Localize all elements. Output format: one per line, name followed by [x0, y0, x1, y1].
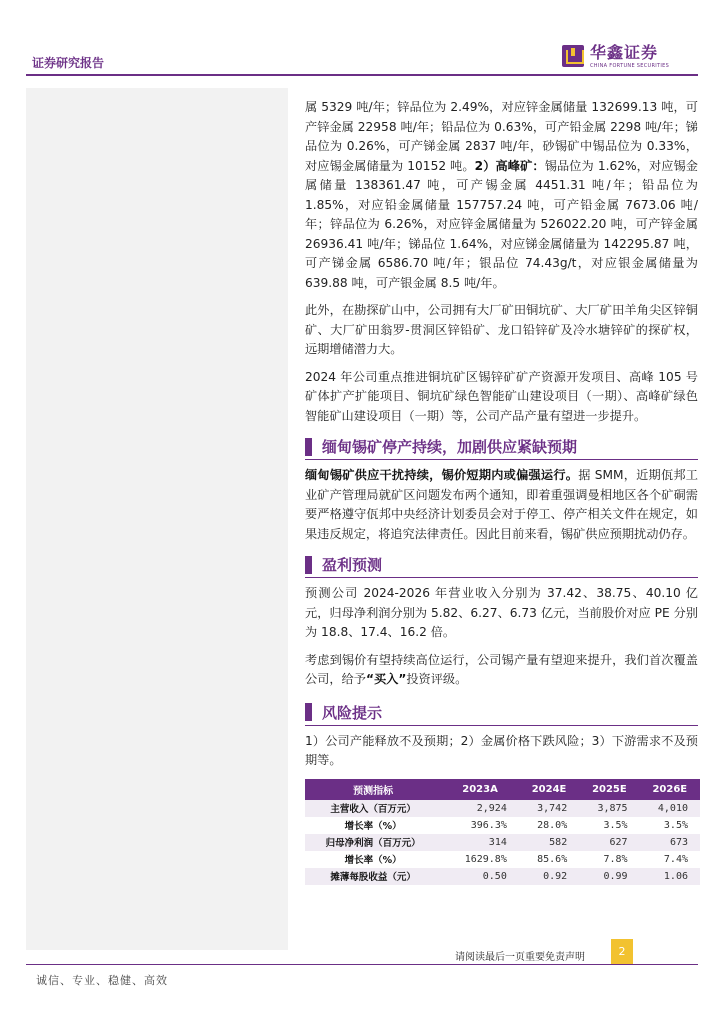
table-cell: 1629.8%: [441, 851, 519, 868]
table-header-row: [305, 779, 700, 800]
table-cell: 0.50: [441, 868, 519, 885]
section-title-supply: 缅甸锡矿停产持续，加剧供应紧缺预期: [322, 438, 578, 456]
table-cell: 7.4%: [640, 851, 700, 868]
table-row: [305, 868, 700, 885]
rating-text-2: 投资评级。: [406, 672, 468, 686]
section-bar-marker: [305, 438, 312, 456]
table-cell: 0.99: [579, 868, 639, 885]
row-label: 主营收入（百万元）: [305, 800, 441, 817]
table-cell: 314: [441, 834, 519, 851]
row-label: 归母净利润（百万元）: [305, 834, 441, 851]
supply-paragraph: [305, 466, 698, 544]
rating-text-1: 考虑到锡价有望持续高位运行，公司锡产量有望迎来提升，我们首次覆盖公司，给予: [305, 652, 698, 686]
table-cell: 85.6%: [519, 851, 579, 868]
exploration-paragraph: 此外，在勘探矿山中，公司拥有大厂矿田铜坑矿、大厂矿田羊角尖区锌铜矿、大厂矿田翁罗-贯洞区锌铅矿、龙口铅锌矿及冷水塘锌矿的探矿权，远期增储潜力大。: [305, 303, 698, 356]
table-header-cell: 2025E: [579, 779, 639, 800]
footer-divider: [26, 964, 698, 965]
report-type-label: 证券研究报告: [32, 56, 105, 70]
table-row: [305, 851, 700, 868]
projects-paragraph: 2024 年公司重点推进铜坑矿区锡锌矿矿产资源开发项目、高峰 105 号矿体扩产扩能项目、铜坑矿绿色智能矿山建设项目（一期）、高峰矿绿色智能矿山建设项目（一期）等，公司产品产量有望进一步提升。: [305, 369, 698, 423]
reserves-paragraph: [305, 98, 698, 293]
table-row: [305, 817, 700, 834]
supply-lead: 缅甸锡矿供应干扰持续，锡价短期内或偏强运行。: [305, 468, 579, 482]
main-content: [305, 98, 698, 885]
table-cell: 627: [579, 834, 639, 851]
disclaimer-note: 请阅读最后一页重要免责声明: [455, 952, 585, 963]
table-cell: 3,742: [519, 800, 579, 817]
table-cell: 396.3%: [441, 817, 519, 834]
section-heading-supply: [305, 434, 698, 460]
row-label: 增长率（%）: [305, 817, 441, 834]
table-cell: 28.0%: [519, 817, 579, 834]
gaofeng-mine-label: 2）高峰矿：: [474, 158, 545, 173]
forecast-paragraph: 预测公司 2024-2026 年营业收入分别为 37.42、38.75、40.10 亿元，归母净利润分别为 5.82、6.27、6.73 亿元，当前股价对应 PE 分别为 18.8、17.4、16.2 倍。: [305, 586, 698, 639]
logo-text: [590, 44, 669, 69]
table-cell: 4,010: [640, 800, 700, 817]
table-row: [305, 800, 700, 817]
table-header-cell: 预测指标: [305, 779, 441, 800]
table-cell: 3.5%: [579, 817, 639, 834]
page-header: [0, 0, 724, 80]
table-cell: 1.06: [640, 868, 700, 885]
section-bar-marker: [305, 703, 312, 721]
section-heading-risk: [305, 700, 698, 726]
section-title-forecast: 盈利预测: [322, 556, 383, 574]
risk-paragraph: 1）公司产能释放不及预期；2）金属价格下跌风险；3）下游需求不及预期等。: [305, 733, 698, 767]
table-cell: 7.8%: [579, 851, 639, 868]
supply-body: 据 SMM，近期佤邦工业矿产管理局就矿区问题发布两个通知，即着重强调曼相地区各个矿硐需要严格遵守佤邦中央经济计划委员会对于停工、停产相关文件在规定，如果违反规定，将追究法律责任。因此目前来看，锡矿供应预期扰动仍存。: [305, 468, 698, 541]
section-bar-marker: [305, 556, 312, 574]
table-cell: 582: [519, 834, 579, 851]
reserves-text-1: 属 5329 吨/年；锌品位为 2.49%，对应锌金属储量 132699.13 吨，可产锌金属 22958 吨/年；铅品位为 0.63%，可产铅金属 2298 吨/年；锑品位为 0.26%，可产锑金属 2837 吨/年，砂锡矿中锡品位为 0.33%，对应锡金属储量为 10152 吨。: [305, 100, 698, 173]
logo-english-name: CHINA FORTUNE SECURITIES: [590, 63, 670, 69]
table-cell: 673: [640, 834, 700, 851]
rating-paragraph: [305, 651, 698, 690]
table-cell: 0.92: [519, 868, 579, 885]
row-label: 摊薄每股收益（元）: [305, 868, 441, 885]
table-cell: 3.5%: [640, 817, 700, 834]
left-sidebar-panel: [26, 88, 288, 950]
section-heading-forecast: [305, 552, 698, 578]
footer-slogan: 诚信、专业、稳健、高效: [36, 974, 168, 987]
row-label: 增长率（%）: [305, 851, 441, 868]
company-logo: [562, 44, 669, 69]
table-cell: 2,924: [441, 800, 519, 817]
reserves-text-2: 锡品位为 1.62%，对应锡金属储量 138361.47 吨，可产锡金属 4451.31 吨/年；铅品位为 1.85%，对应铅金属储量 157757.24 吨，可产铅金属 7673.06 吨/年；锌品位为 6.26%，对应锌金属储量为 526022.20 吨，可产锌金属 26936.41 吨/年；锑品位 1.64%，对应锑金属储量为 142295.87 吨，可产锑金属 6586.70 吨/年；银品位 74.43g/t，对应银金属储量为 639.88 吨，可产银金属 8.5 吨/年。: [305, 158, 698, 290]
forecast-table: [305, 779, 700, 885]
header-divider: [26, 74, 698, 76]
table-header-cell: 2026E: [640, 779, 700, 800]
logo-mark-icon: [562, 45, 584, 67]
table-header-cell: 2024E: [519, 779, 579, 800]
table-cell: 3,875: [579, 800, 639, 817]
section-title-risk: 风险提示: [322, 703, 383, 722]
page-number: 2: [611, 939, 633, 965]
table-row: [305, 834, 700, 851]
table-header-cell: 2023A: [441, 779, 519, 800]
logo-chinese-name: 华鑫证券: [590, 43, 659, 62]
rating-value: “买入”: [365, 672, 407, 686]
